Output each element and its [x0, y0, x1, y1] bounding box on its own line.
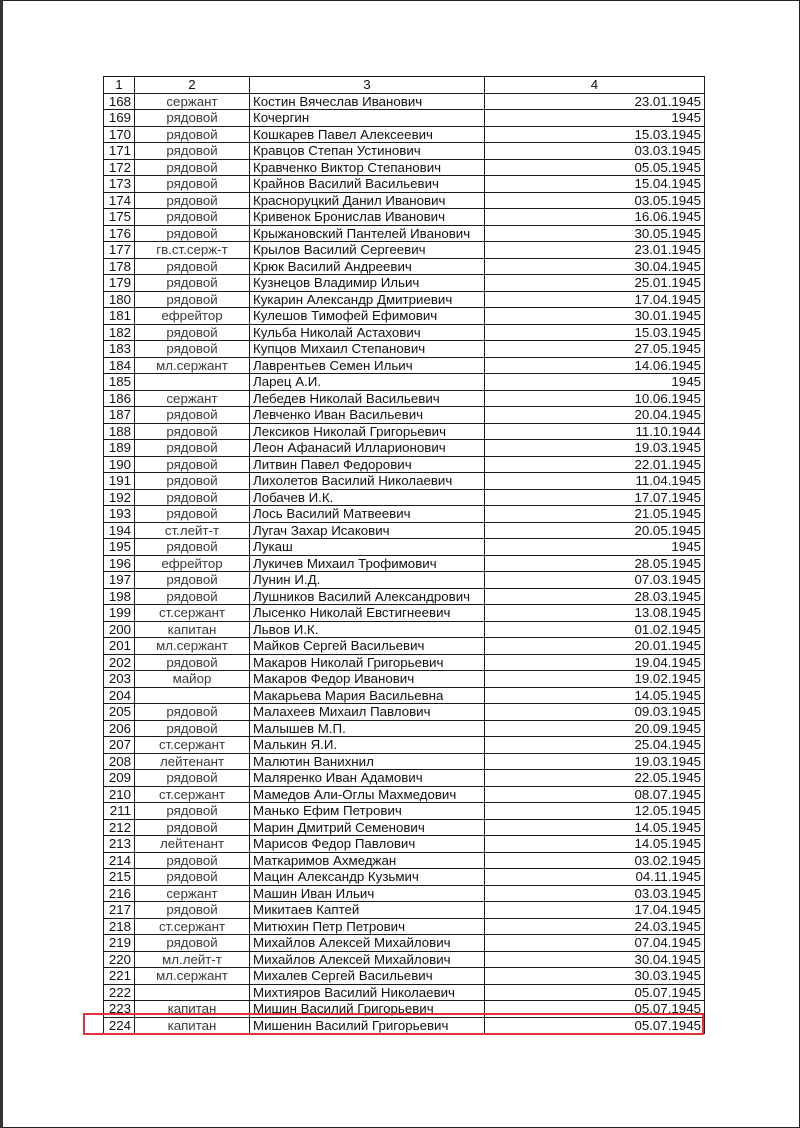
- rank-cell: рядовой: [135, 110, 250, 127]
- row-number: 222: [104, 984, 135, 1001]
- date-cell: 05.07.1945: [485, 984, 705, 1001]
- table-row: [104, 638, 705, 655]
- row-number: 173: [104, 176, 135, 193]
- table-row: [104, 803, 705, 820]
- table-row: [104, 275, 705, 292]
- table-row: [104, 522, 705, 539]
- date-cell: 15.03.1945: [485, 324, 705, 341]
- name-cell: Лысенко Николай Евстигнеевич: [250, 605, 485, 622]
- rank-cell: рядовой: [135, 423, 250, 440]
- date-cell: 03.03.1945: [485, 885, 705, 902]
- table-row: [104, 737, 705, 754]
- date-cell: 21.05.1945: [485, 506, 705, 523]
- table-row: [104, 159, 705, 176]
- name-cell: Микитаев Каптей: [250, 902, 485, 919]
- name-cell: Михтияров Василий Николаевич: [250, 984, 485, 1001]
- name-cell: Красноруцкий Данил Иванович: [250, 192, 485, 209]
- table-row: [104, 605, 705, 622]
- table-row: [104, 770, 705, 787]
- rank-cell: рядовой: [135, 770, 250, 787]
- rank-cell: рядовой: [135, 291, 250, 308]
- date-cell: 30.04.1945: [485, 258, 705, 275]
- table-row: [104, 704, 705, 721]
- row-number: 181: [104, 308, 135, 325]
- date-cell: 13.08.1945: [485, 605, 705, 622]
- row-number: 182: [104, 324, 135, 341]
- table-row: [104, 209, 705, 226]
- rank-cell: рядовой: [135, 225, 250, 242]
- row-number: 205: [104, 704, 135, 721]
- header-col-4: 4: [485, 77, 705, 94]
- date-cell: 07.03.1945: [485, 572, 705, 589]
- name-cell: Михайлов Алексей Михайлович: [250, 935, 485, 952]
- row-number: 202: [104, 654, 135, 671]
- date-cell: 30.05.1945: [485, 225, 705, 242]
- date-cell: 25.01.1945: [485, 275, 705, 292]
- date-cell: 22.01.1945: [485, 456, 705, 473]
- name-cell: Лебедев Николай Васильевич: [250, 390, 485, 407]
- name-cell: Львов И.К.: [250, 621, 485, 638]
- row-number: 179: [104, 275, 135, 292]
- name-cell: Малышев М.П.: [250, 720, 485, 737]
- table-row: [104, 621, 705, 638]
- date-cell: 03.02.1945: [485, 852, 705, 869]
- date-cell: 1945: [485, 374, 705, 391]
- date-cell: 20.09.1945: [485, 720, 705, 737]
- row-number: 207: [104, 737, 135, 754]
- row-number: 170: [104, 126, 135, 143]
- rank-cell: ст.сержант: [135, 786, 250, 803]
- table-row: [104, 935, 705, 952]
- rank-cell: гв.ст.серж-т: [135, 242, 250, 259]
- table-row: [104, 968, 705, 985]
- date-cell: 11.04.1945: [485, 473, 705, 490]
- highlighted-row-marker: [83, 1013, 704, 1035]
- row-number: 184: [104, 357, 135, 374]
- table-row: [104, 819, 705, 836]
- rank-cell: [135, 984, 250, 1001]
- table-row: [104, 390, 705, 407]
- table-row: [104, 341, 705, 358]
- table-row: [104, 407, 705, 424]
- date-cell: 05.07.1945: [485, 1017, 705, 1034]
- date-cell: 20.05.1945: [485, 522, 705, 539]
- row-number: 180: [104, 291, 135, 308]
- name-cell: Купцов Михаил Степанович: [250, 341, 485, 358]
- rank-cell: рядовой: [135, 159, 250, 176]
- table-row: [104, 176, 705, 193]
- date-cell: 20.04.1945: [485, 407, 705, 424]
- name-cell: Малькин Я.И.: [250, 737, 485, 754]
- name-cell: Кочергин: [250, 110, 485, 127]
- rank-cell: рядовой: [135, 324, 250, 341]
- row-number: 187: [104, 407, 135, 424]
- date-cell: 25.04.1945: [485, 737, 705, 754]
- date-cell: 17.04.1945: [485, 902, 705, 919]
- row-number: 178: [104, 258, 135, 275]
- row-number: 197: [104, 572, 135, 589]
- name-cell: Мамедов Али-Оглы Махмедович: [250, 786, 485, 803]
- rank-cell: лейтенант: [135, 836, 250, 853]
- name-cell: Крайнов Василий Васильевич: [250, 176, 485, 193]
- rank-cell: капитан: [135, 1017, 250, 1034]
- table-row: [104, 225, 705, 242]
- table-row: [104, 192, 705, 209]
- rank-cell: рядовой: [135, 572, 250, 589]
- date-cell: 28.05.1945: [485, 555, 705, 572]
- table-row: [104, 902, 705, 919]
- row-number: 215: [104, 869, 135, 886]
- rank-cell: рядовой: [135, 588, 250, 605]
- row-number: 195: [104, 539, 135, 556]
- table-row: [104, 143, 705, 160]
- rank-cell: ст.сержант: [135, 737, 250, 754]
- name-cell: Макарьева Мария Васильевна: [250, 687, 485, 704]
- rank-cell: рядовой: [135, 176, 250, 193]
- rank-cell: рядовой: [135, 440, 250, 457]
- rank-cell: рядовой: [135, 209, 250, 226]
- row-number: 223: [104, 1001, 135, 1018]
- row-number: 214: [104, 852, 135, 869]
- rank-cell: рядовой: [135, 341, 250, 358]
- row-number: 192: [104, 489, 135, 506]
- name-cell: Лаврентьев Семен Ильич: [250, 357, 485, 374]
- date-cell: 22.05.1945: [485, 770, 705, 787]
- table-row: [104, 687, 705, 704]
- name-cell: Кошкарев Павел Алексеевич: [250, 126, 485, 143]
- table-row: [104, 357, 705, 374]
- table-row: [104, 473, 705, 490]
- rank-cell: рядовой: [135, 407, 250, 424]
- name-cell: Мацин Александр Кузьмич: [250, 869, 485, 886]
- scan-edge: [0, 0, 3, 1128]
- table-row: [104, 324, 705, 341]
- rank-cell: [135, 687, 250, 704]
- name-cell: Лось Василий Матвеевич: [250, 506, 485, 523]
- rank-cell: рядовой: [135, 819, 250, 836]
- rank-cell: ст.сержант: [135, 605, 250, 622]
- date-cell: 15.04.1945: [485, 176, 705, 193]
- name-cell: Кравченко Виктор Степанович: [250, 159, 485, 176]
- rank-cell: мл.сержант: [135, 357, 250, 374]
- rank-cell: майор: [135, 671, 250, 688]
- table-row: [104, 588, 705, 605]
- rank-cell: рядовой: [135, 506, 250, 523]
- table-row: [104, 671, 705, 688]
- date-cell: 24.03.1945: [485, 918, 705, 935]
- rank-cell: капитан: [135, 621, 250, 638]
- date-cell: 30.04.1945: [485, 951, 705, 968]
- name-cell: Крыжановский Пантелей Иванович: [250, 225, 485, 242]
- date-cell: 27.05.1945: [485, 341, 705, 358]
- casualty-register-table: [103, 76, 705, 1034]
- row-number: 218: [104, 918, 135, 935]
- name-cell: Костин Вячеслав Иванович: [250, 93, 485, 110]
- rank-cell: рядовой: [135, 852, 250, 869]
- name-cell: Макаров Федор Иванович: [250, 671, 485, 688]
- row-number: 199: [104, 605, 135, 622]
- rank-cell: рядовой: [135, 258, 250, 275]
- name-cell: Кривенок Бронислав Иванович: [250, 209, 485, 226]
- table-row: [104, 572, 705, 589]
- table-row: [104, 258, 705, 275]
- date-cell: 19.02.1945: [485, 671, 705, 688]
- name-cell: Маляренко Иван Адамович: [250, 770, 485, 787]
- row-number: 216: [104, 885, 135, 902]
- date-cell: 09.03.1945: [485, 704, 705, 721]
- rank-cell: мл.лейт-т: [135, 951, 250, 968]
- name-cell: Крылов Василий Сергеевич: [250, 242, 485, 259]
- name-cell: Малахеев Михаил Павлович: [250, 704, 485, 721]
- name-cell: Леон Афанасий Илларионович: [250, 440, 485, 457]
- name-cell: Ларец А.И.: [250, 374, 485, 391]
- rank-cell: рядовой: [135, 720, 250, 737]
- row-number: 206: [104, 720, 135, 737]
- row-number: 201: [104, 638, 135, 655]
- table-row: [104, 506, 705, 523]
- date-cell: 07.04.1945: [485, 935, 705, 952]
- rank-cell: рядовой: [135, 473, 250, 490]
- table-row: [104, 951, 705, 968]
- register-body: [104, 93, 705, 1034]
- date-cell: 14.05.1945: [485, 819, 705, 836]
- row-number: 188: [104, 423, 135, 440]
- table-row: [104, 836, 705, 853]
- table-row: [104, 242, 705, 259]
- row-number: 168: [104, 93, 135, 110]
- date-cell: 19.04.1945: [485, 654, 705, 671]
- name-cell: Маткаримов Ахмеджан: [250, 852, 485, 869]
- date-cell: 20.01.1945: [485, 638, 705, 655]
- name-cell: Мишин Василий Григорьевич: [250, 1001, 485, 1018]
- name-cell: Лукаш: [250, 539, 485, 556]
- rank-cell: сержант: [135, 93, 250, 110]
- table-row: [104, 885, 705, 902]
- name-cell: Макаров Николай Григорьевич: [250, 654, 485, 671]
- name-cell: Кузнецов Владимир Ильич: [250, 275, 485, 292]
- row-number: 183: [104, 341, 135, 358]
- rank-cell: ефрейтор: [135, 308, 250, 325]
- rank-cell: [135, 374, 250, 391]
- rank-cell: капитан: [135, 1001, 250, 1018]
- table-row: [104, 654, 705, 671]
- date-cell: 19.03.1945: [485, 440, 705, 457]
- date-cell: 1945: [485, 539, 705, 556]
- row-number: 186: [104, 390, 135, 407]
- rank-cell: рядовой: [135, 935, 250, 952]
- row-number: 190: [104, 456, 135, 473]
- row-number: 175: [104, 209, 135, 226]
- row-number: 213: [104, 836, 135, 853]
- date-cell: 14.06.1945: [485, 357, 705, 374]
- table-row: [104, 852, 705, 869]
- table-row: [104, 753, 705, 770]
- name-cell: Машин Иван Ильич: [250, 885, 485, 902]
- rank-cell: рядовой: [135, 192, 250, 209]
- name-cell: Лихолетов Василий Николаевич: [250, 473, 485, 490]
- header-col-3: 3: [250, 77, 485, 94]
- date-cell: 17.04.1945: [485, 291, 705, 308]
- row-number: 203: [104, 671, 135, 688]
- row-number: 193: [104, 506, 135, 523]
- name-cell: Лобачев И.К.: [250, 489, 485, 506]
- row-number: 220: [104, 951, 135, 968]
- table-row: [104, 720, 705, 737]
- rank-cell: рядовой: [135, 869, 250, 886]
- name-cell: Лунин И.Д.: [250, 572, 485, 589]
- row-number: 174: [104, 192, 135, 209]
- date-cell: 08.07.1945: [485, 786, 705, 803]
- row-number: 191: [104, 473, 135, 490]
- table-row: [104, 984, 705, 1001]
- name-cell: Майков Сергей Васильевич: [250, 638, 485, 655]
- row-number: 172: [104, 159, 135, 176]
- date-cell: 03.05.1945: [485, 192, 705, 209]
- row-number: 177: [104, 242, 135, 259]
- rank-cell: мл.сержант: [135, 638, 250, 655]
- date-cell: 05.07.1945: [485, 1001, 705, 1018]
- rank-cell: сержант: [135, 390, 250, 407]
- row-number: 189: [104, 440, 135, 457]
- date-cell: 1945: [485, 110, 705, 127]
- date-cell: 01.02.1945: [485, 621, 705, 638]
- rank-cell: лейтенант: [135, 753, 250, 770]
- row-number: 211: [104, 803, 135, 820]
- rank-cell: ст.лейт-т: [135, 522, 250, 539]
- date-cell: 23.01.1945: [485, 93, 705, 110]
- table-row: [104, 786, 705, 803]
- rank-cell: рядовой: [135, 456, 250, 473]
- row-number: 200: [104, 621, 135, 638]
- name-cell: Малютин Ванихнил: [250, 753, 485, 770]
- date-cell: 14.05.1945: [485, 687, 705, 704]
- rank-cell: сержант: [135, 885, 250, 902]
- row-number: 169: [104, 110, 135, 127]
- table-row: [104, 110, 705, 127]
- rank-cell: рядовой: [135, 654, 250, 671]
- date-cell: 30.03.1945: [485, 968, 705, 985]
- name-cell: Литвин Павел Федорович: [250, 456, 485, 473]
- row-number: 204: [104, 687, 135, 704]
- date-cell: 11.10.1944: [485, 423, 705, 440]
- row-number: 198: [104, 588, 135, 605]
- name-cell: Кулешов Тимофей Ефимович: [250, 308, 485, 325]
- row-number: 212: [104, 819, 135, 836]
- row-number: 221: [104, 968, 135, 985]
- rank-cell: рядовой: [135, 803, 250, 820]
- rank-cell: мл.сержант: [135, 968, 250, 985]
- row-number: 194: [104, 522, 135, 539]
- rank-cell: рядовой: [135, 126, 250, 143]
- header-col-2: 2: [135, 77, 250, 94]
- table-row: [104, 374, 705, 391]
- table-row: [104, 126, 705, 143]
- date-cell: 28.03.1945: [485, 588, 705, 605]
- name-cell: Марисов Федор Павлович: [250, 836, 485, 853]
- rank-cell: ефрейтор: [135, 555, 250, 572]
- name-cell: Митюхин Петр Петрович: [250, 918, 485, 935]
- date-cell: 30.01.1945: [485, 308, 705, 325]
- table-row: [104, 308, 705, 325]
- row-number: 209: [104, 770, 135, 787]
- row-number: 208: [104, 753, 135, 770]
- name-cell: Мишенин Василий Григорьевич: [250, 1017, 485, 1034]
- name-cell: Крюк Василий Андреевич: [250, 258, 485, 275]
- date-cell: 10.06.1945: [485, 390, 705, 407]
- table-row: [104, 489, 705, 506]
- rank-cell: рядовой: [135, 704, 250, 721]
- date-cell: 14.05.1945: [485, 836, 705, 853]
- name-cell: Лушников Василий Александрович: [250, 588, 485, 605]
- row-number: 219: [104, 935, 135, 952]
- name-cell: Кукарин Александр Дмитриевич: [250, 291, 485, 308]
- rank-cell: рядовой: [135, 143, 250, 160]
- table-row: [104, 918, 705, 935]
- name-cell: Лексиков Николай Григорьевич: [250, 423, 485, 440]
- name-cell: Левченко Иван Васильевич: [250, 407, 485, 424]
- name-cell: Лугач Захар Исакович: [250, 522, 485, 539]
- date-cell: 12.05.1945: [485, 803, 705, 820]
- table-row: [104, 93, 705, 110]
- table-row: [104, 440, 705, 457]
- date-cell: 15.03.1945: [485, 126, 705, 143]
- rank-cell: рядовой: [135, 539, 250, 556]
- rank-cell: ст.сержант: [135, 918, 250, 935]
- table-row: [104, 555, 705, 572]
- date-cell: 16.06.1945: [485, 209, 705, 226]
- row-number: 171: [104, 143, 135, 160]
- date-cell: 03.03.1945: [485, 143, 705, 160]
- name-cell: Михалев Сергей Васильевич: [250, 968, 485, 985]
- date-cell: 05.05.1945: [485, 159, 705, 176]
- rank-cell: рядовой: [135, 902, 250, 919]
- table-row: [104, 539, 705, 556]
- name-cell: Марин Дмитрий Семенович: [250, 819, 485, 836]
- row-number: 224: [104, 1017, 135, 1034]
- table-row: [104, 423, 705, 440]
- rank-cell: рядовой: [135, 489, 250, 506]
- name-cell: Кульба Николай Астахович: [250, 324, 485, 341]
- rank-cell: рядовой: [135, 275, 250, 292]
- row-number: 210: [104, 786, 135, 803]
- date-cell: 04.11.1945: [485, 869, 705, 886]
- name-cell: Лукичев Михаил Трофимович: [250, 555, 485, 572]
- table-row: [104, 869, 705, 886]
- header-row: [104, 77, 705, 94]
- row-number: 176: [104, 225, 135, 242]
- date-cell: 23.01.1945: [485, 242, 705, 259]
- row-number: 217: [104, 902, 135, 919]
- header-col-1: 1: [104, 77, 135, 94]
- name-cell: Михайлов Алексей Михайлович: [250, 951, 485, 968]
- date-cell: 17.07.1945: [485, 489, 705, 506]
- row-number: 196: [104, 555, 135, 572]
- name-cell: Манько Ефим Петрович: [250, 803, 485, 820]
- row-number: 185: [104, 374, 135, 391]
- date-cell: 19.03.1945: [485, 753, 705, 770]
- name-cell: Кравцов Степан Устинович: [250, 143, 485, 160]
- table-row: [104, 456, 705, 473]
- table-row: [104, 291, 705, 308]
